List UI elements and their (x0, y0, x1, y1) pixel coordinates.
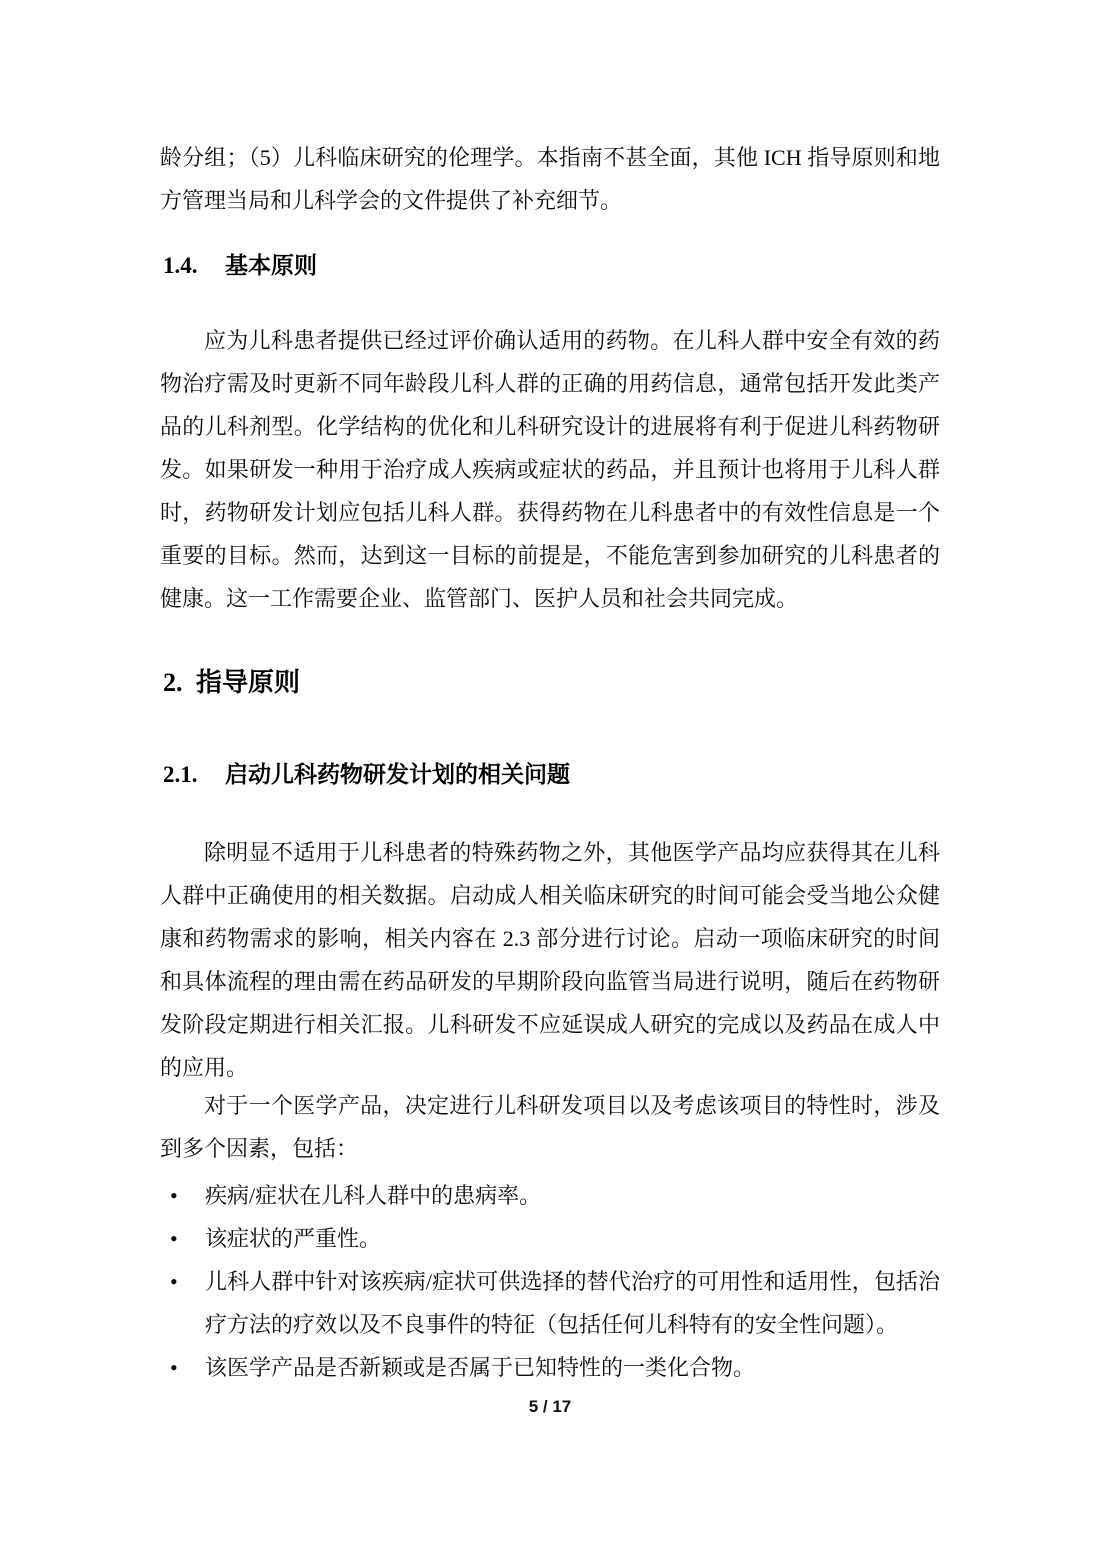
section-title-2: 指导原则 (196, 668, 301, 697)
bullet-text: 该症状的严重性。 (205, 1226, 382, 1251)
bullet-text: 儿科人群中针对该疾病/症状可供选择的替代治疗的可用性和适用性，包括治疗方法的疗效以及不良事件的特征（包括任何儿科特有的安全性问题）。 (205, 1269, 940, 1337)
section-number-2-1: 2.1. (163, 762, 198, 787)
bullet-icon: • (170, 1269, 178, 1294)
section-2-1-paragraph-1: 除明显不适用于儿科患者的特殊药物之外，其他医学产品均应获得其在儿科人群中正确使用的相关数据。启动成人相关临床研究的时间可能会受当地公众健康和药物需求的影响，相关内容在 2.3 部分进行讨论。启动一项临床研究的时间和具体流程的理由需在药品研发的早期阶段向监管当局进行说明，随后在药物研发阶段定期进行相关汇报。儿科研发不应延误成人研究的完成以及药品在成人中的应用。 (160, 840, 940, 1080)
section-number-1-4: 1.4. (163, 253, 198, 278)
list-item (160, 1260, 940, 1346)
section-title-2-1: 启动儿科药物研发计划的相关问题 (225, 762, 570, 787)
list-item (160, 1346, 940, 1389)
section-number-2: 2. (163, 668, 183, 697)
list-item (160, 1174, 940, 1217)
section-heading-2 (163, 665, 300, 701)
list-item (160, 1217, 940, 1260)
page-number-indicator: 5 / 17 (528, 1397, 572, 1416)
intro-paragraph: 龄分组；（5）儿科临床研究的伦理学。本指南不甚全面，其他 ICH 指导原则和地方管理当局和儿科学会的文件提供了补充细节。 (160, 145, 940, 213)
section-title-1-4: 基本原则 (225, 253, 317, 278)
section-2-1-paragraph-2: 对于一个医学产品，决定进行儿科研发项目以及考虑该项目的特性时，涉及到多个因素，包括： (160, 1093, 940, 1161)
bullet-text: 该医学产品是否新颖或是否属于已知特性的一类化合物。 (205, 1355, 756, 1380)
bullet-text: 疾病/症状在儿科人群中的患病率。 (205, 1183, 542, 1208)
bullet-icon: • (170, 1355, 178, 1380)
section-heading-1-4 (163, 250, 317, 282)
factor-bullet-list (160, 1174, 940, 1389)
bullet-icon: • (170, 1183, 178, 1208)
section-heading-2-1 (163, 759, 570, 791)
bullet-icon: • (170, 1226, 178, 1251)
section-1-4-paragraph: 应为儿科患者提供已经过评价确认适用的药物。在儿科人群中安全有效的药物治疗需及时更新不同年龄段儿科人群的正确的用药信息，通常包括开发此类产品的儿科剂型。化学结构的优化和儿科研究设计的进展将有利于促进儿科药物研发。如果研发一种用于治疗成人疾病或症状的药品，并且预计也将用于儿科人群时，药物研发计划应包括儿科人群。获得药物在儿科患者中的有效性信息是一个重要的目标。然而，达到这一目标的前提是，不能危害到参加研究的儿科患者的健康。这一工作需要企业、监管部门、医护人员和社会共同完成。 (160, 328, 940, 611)
